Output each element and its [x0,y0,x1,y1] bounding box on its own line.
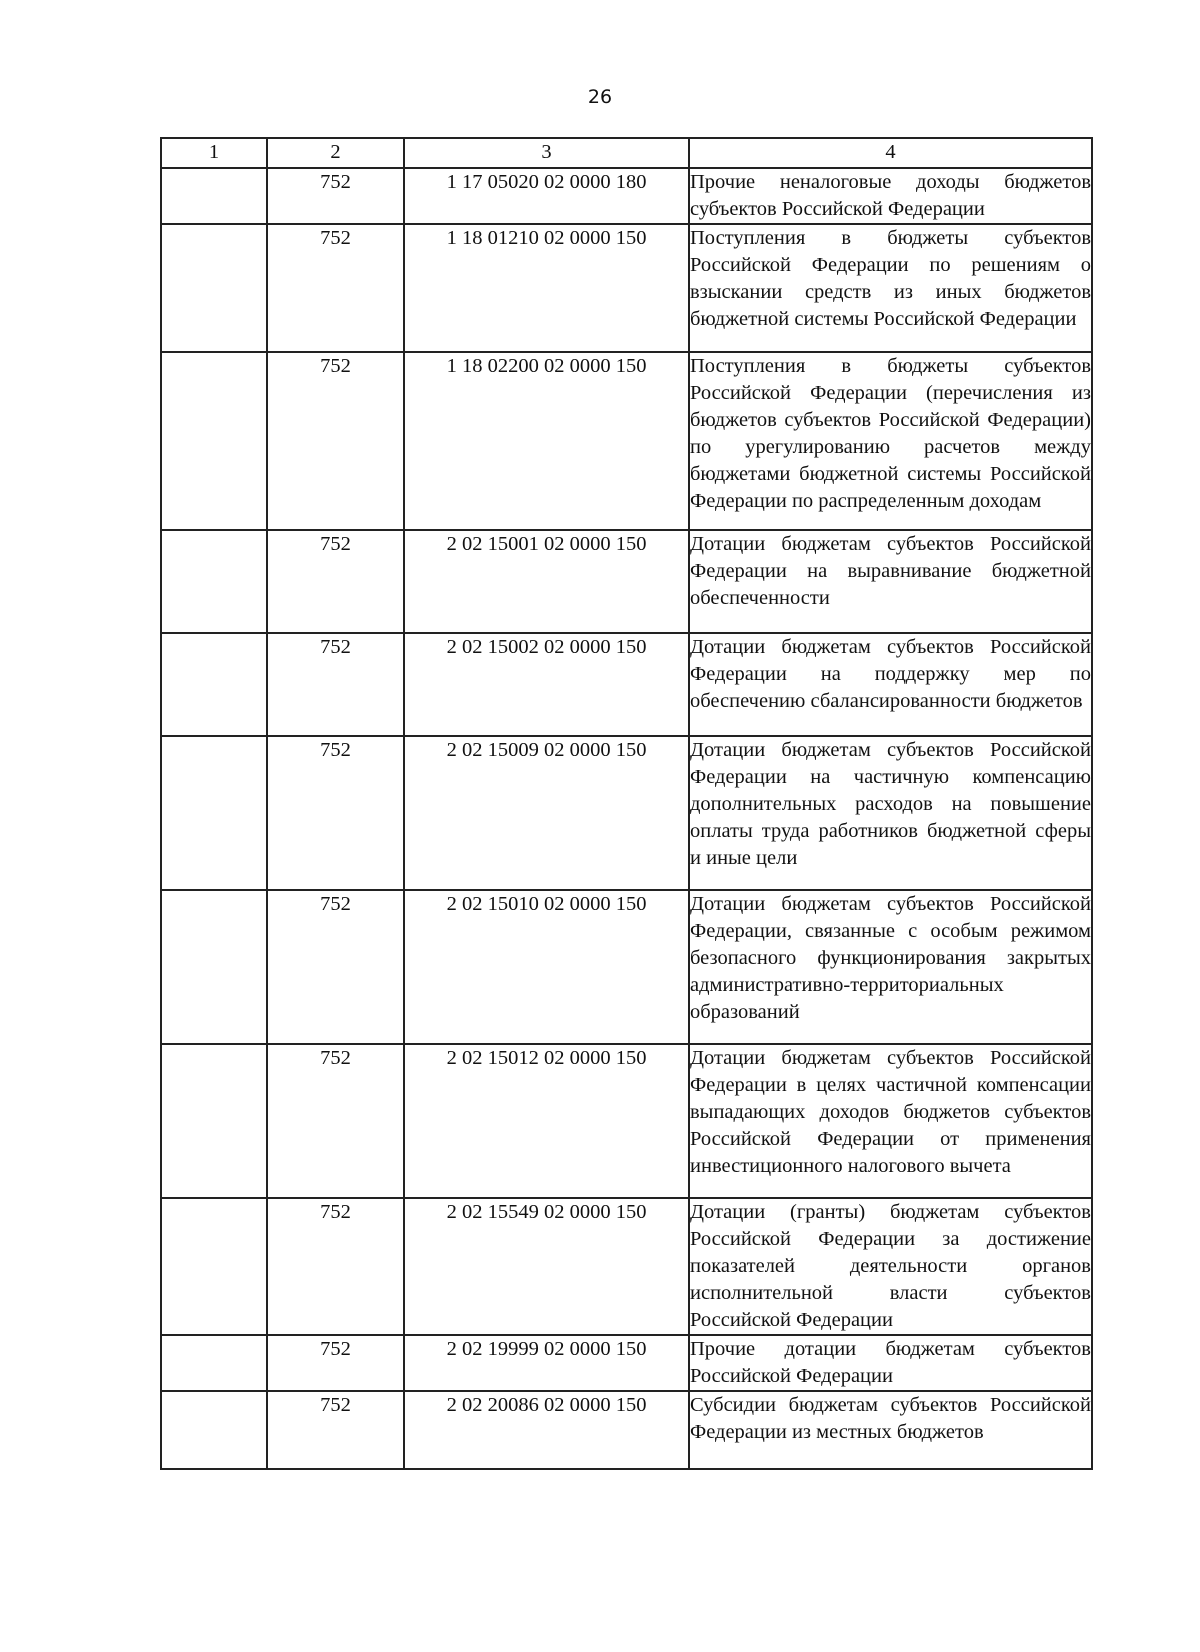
table-row [161,1335,1092,1391]
income-code-cell: 2 02 15001 02 0000 150 [404,530,689,633]
row-col1-cell [161,352,267,530]
row-col1-cell [161,1335,267,1391]
admin-code-cell: 752 [267,168,404,224]
admin-code-cell: 752 [267,633,404,736]
description-cell: Прочие дотации бюджетам субъектов Российской Федерации [689,1335,1092,1391]
row-col1-cell [161,1198,267,1335]
row-col1-cell [161,736,267,890]
table-row [161,1044,1092,1198]
description-cell: Дотации (гранты) бюджетам субъектов Российской Федерации за достижение показателей деятельности органов исполнительной власти субъектов Российской Федерации [689,1198,1092,1335]
admin-code-cell: 752 [267,224,404,352]
income-code-cell: 2 02 19999 02 0000 150 [404,1335,689,1391]
description-cell: Дотации бюджетам субъектов Российской Федерации в целях частичной компенсации выпадающих доходов бюджетов субъектов Российской Федерации от применения инвестиционного налогового вычета [689,1044,1092,1198]
admin-code-cell: 752 [267,352,404,530]
header-col-4: 4 [689,138,1092,168]
admin-code-cell: 752 [267,1335,404,1391]
income-code-cell: 2 02 15009 02 0000 150 [404,736,689,890]
table-row [161,352,1092,530]
income-code-cell: 1 18 01210 02 0000 150 [404,224,689,352]
table-row [161,224,1092,352]
income-code-cell: 2 02 15002 02 0000 150 [404,633,689,736]
table-row [161,736,1092,890]
row-col1-cell [161,1391,267,1469]
description-cell: Дотации бюджетам субъектов Российской Федерации, связанные с особым режимом безопасного функционирования закрытых административно-территориальных образований [689,890,1092,1044]
table-row [161,1198,1092,1335]
description-cell: Поступления в бюджеты субъектов Российской Федерации по решениям о взыскании средств из иных бюджетов бюджетной системы Российской Федерации [689,224,1092,352]
table-row [161,530,1092,633]
header-col-1: 1 [161,138,267,168]
page-number: 26 [587,86,613,108]
header-col-3: 3 [404,138,689,168]
table-row [161,633,1092,736]
admin-code-cell: 752 [267,736,404,890]
description-cell: Поступления в бюджеты субъектов Российской Федерации (перечисления из бюджетов субъектов Российской Федерации) по урегулированию расчетов между бюджетами бюджетной системы Российской Федерации по распределенным доходам [689,352,1092,530]
income-codes-table [160,137,1093,1470]
description-cell: Прочие неналоговые доходы бюджетов субъектов Российской Федерации [689,168,1092,224]
description-cell: Дотации бюджетам субъектов Российской Федерации на частичную компенсацию дополнительных расходов на повышение оплаты труда работников бюджетной сферы и иные цели [689,736,1092,890]
row-col1-cell [161,890,267,1044]
description-cell: Дотации бюджетам субъектов Российской Федерации на выравнивание бюджетной обеспеченности [689,530,1092,633]
description-cell: Субсидии бюджетам субъектов Российской Федерации из местных бюджетов [689,1391,1092,1469]
income-code-cell: 2 02 15012 02 0000 150 [404,1044,689,1198]
row-col1-cell [161,633,267,736]
admin-code-cell: 752 [267,1198,404,1335]
admin-code-cell: 752 [267,1391,404,1469]
row-col1-cell [161,530,267,633]
admin-code-cell: 752 [267,530,404,633]
admin-code-cell: 752 [267,890,404,1044]
table-row [161,890,1092,1044]
income-code-cell: 2 02 15549 02 0000 150 [404,1198,689,1335]
row-col1-cell [161,1044,267,1198]
income-code-cell: 1 17 05020 02 0000 180 [404,168,689,224]
header-col-2: 2 [267,138,404,168]
income-code-cell: 2 02 15010 02 0000 150 [404,890,689,1044]
description-cell: Дотации бюджетам субъектов Российской Федерации на поддержку мер по обеспечению сбалансированности бюджетов [689,633,1092,736]
row-col1-cell [161,168,267,224]
row-col1-cell [161,224,267,352]
table-row [161,168,1092,224]
table-header-row [161,138,1092,168]
admin-code-cell: 752 [267,1044,404,1198]
income-code-cell: 1 18 02200 02 0000 150 [404,352,689,530]
table-row [161,1391,1092,1469]
income-code-cell: 2 02 20086 02 0000 150 [404,1391,689,1469]
